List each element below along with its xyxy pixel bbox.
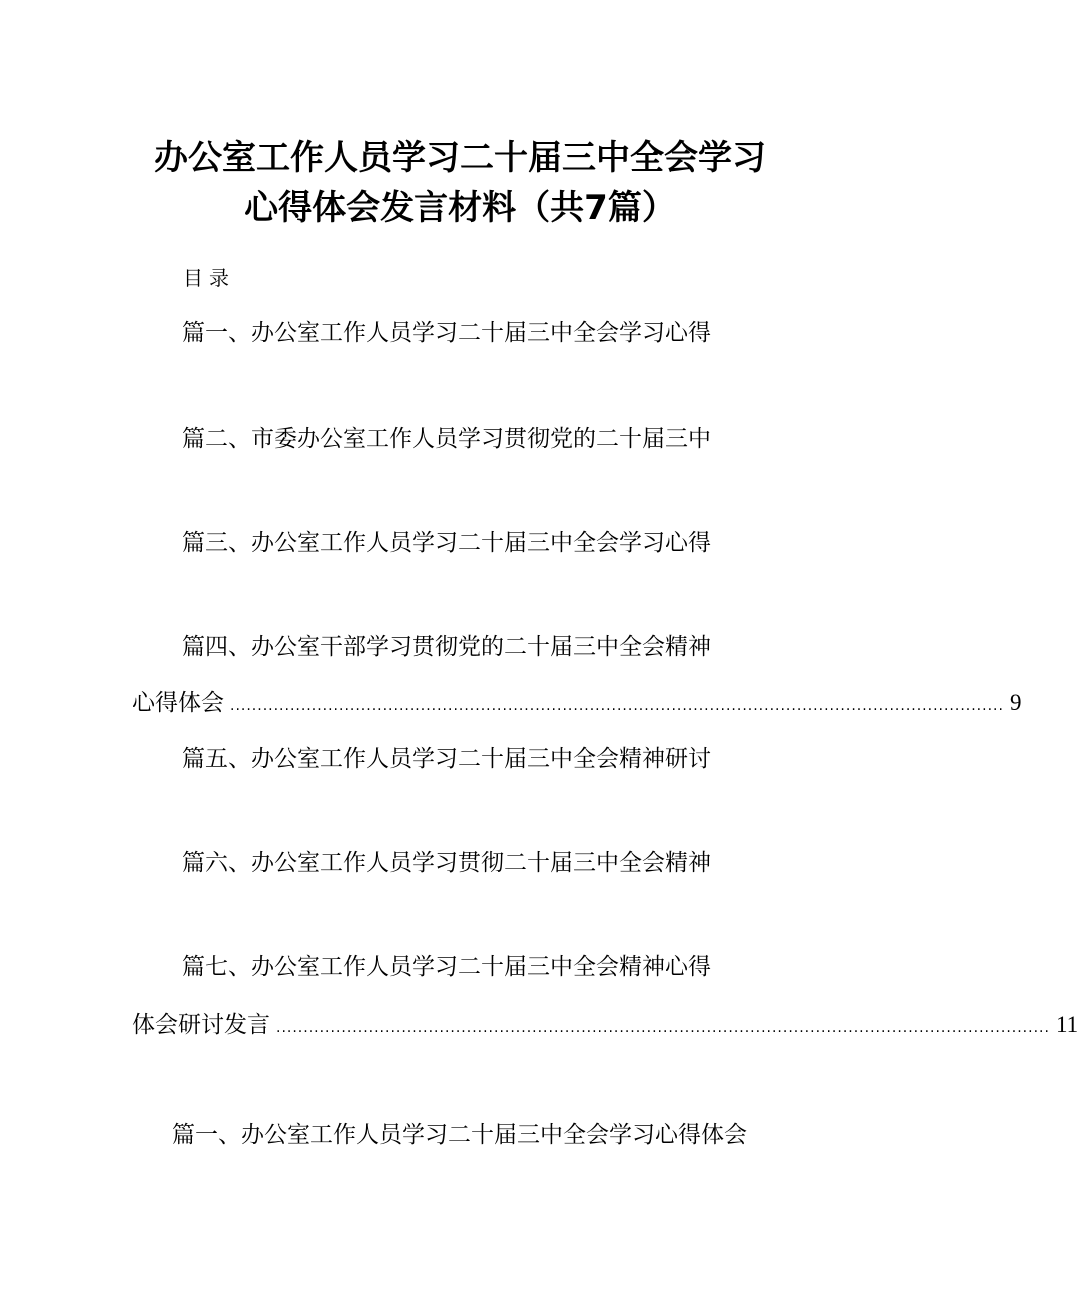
toc-entry-4[interactable]: 篇四、办公室干部学习贯彻党的二十届三中全会精神 — [182, 634, 711, 660]
toc-entry-7-text: 体会研讨发言 — [132, 1012, 270, 1038]
toc-entry-3[interactable]: 篇三、办公室工作人员学习二十届三中全会学习心得 — [182, 530, 711, 556]
toc-entry-4-text: 心得体会 — [132, 690, 224, 716]
toc-entry-7[interactable]: 篇七、办公室工作人员学习二十届三中全会精神心得 — [182, 954, 711, 980]
toc-entry-5[interactable]: 篇五、办公室工作人员学习二十届三中全会精神研讨 — [182, 746, 711, 772]
document-title-line-1: 办公室工作人员学习二十届三中全会学习 — [154, 138, 766, 178]
toc-leader-dots: .............................................................................................................................................. — [276, 1020, 1050, 1036]
document-title-line-2: 心得体会发言材料（共7篇） — [244, 188, 676, 228]
toc-entry-7-page: 11 — [1055, 1012, 1078, 1037]
toc-leader-dots: .............................................................................................................................................. — [230, 698, 1004, 714]
toc-entry-6[interactable]: 篇六、办公室工作人员学习贯彻二十届三中全会精神 — [182, 850, 711, 876]
section-heading: 篇一、办公室工作人员学习二十届三中全会学习心得体会 — [172, 1122, 747, 1148]
toc-entry-7-continuation[interactable] — [132, 1010, 1078, 1043]
toc-heading: 目录 — [183, 266, 235, 290]
toc-entry-2[interactable]: 篇二、市委办公室工作人员学习贯彻党的二十届三中 — [182, 426, 711, 452]
toc-entry-1[interactable]: 篇一、办公室工作人员学习二十届三中全会学习心得 — [182, 320, 711, 346]
toc-entry-4-page: 9 — [1009, 690, 1022, 715]
toc-entry-4-continuation[interactable] — [132, 688, 1022, 721]
